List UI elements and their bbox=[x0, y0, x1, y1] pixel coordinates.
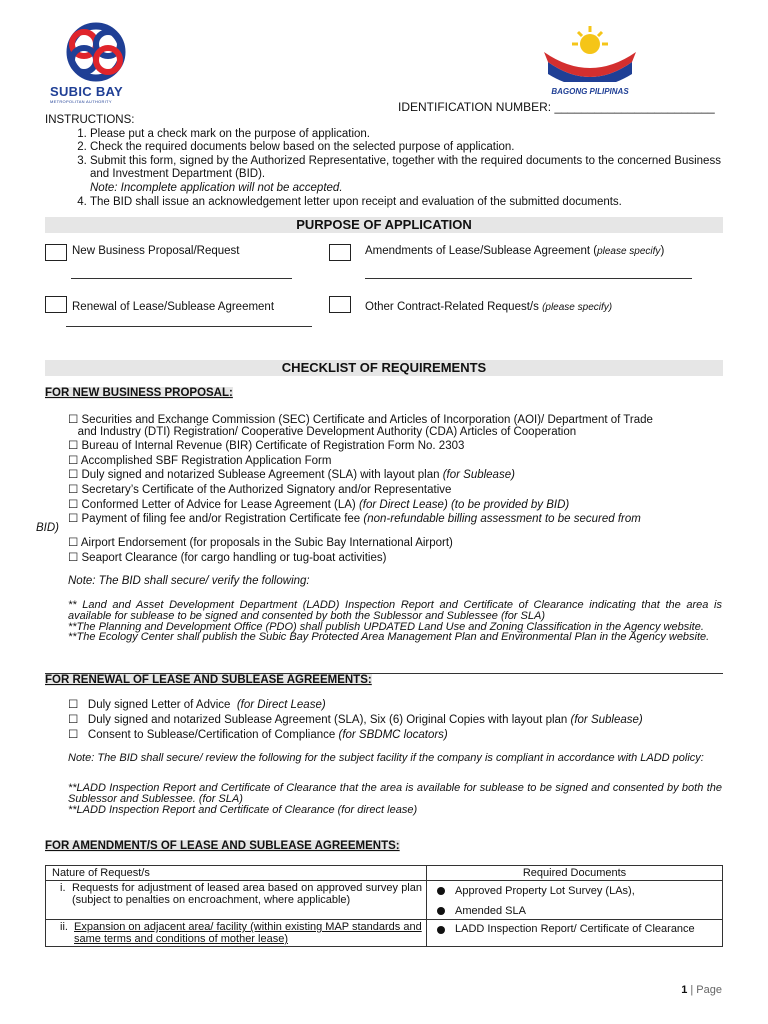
other-request-label bbox=[365, 301, 612, 313]
requirement-note: (for Sublease) bbox=[570, 714, 643, 726]
table-row bbox=[46, 920, 723, 947]
logo-subtitle: METROPOLITAN AUTHORITY bbox=[50, 99, 112, 104]
table-header-row bbox=[46, 866, 723, 881]
amendment-heading-text: FOR AMENDMENT/S OF LEASE AND SUBLEASE AGREEMENTS: bbox=[45, 840, 400, 852]
specify-line[interactable] bbox=[365, 278, 692, 279]
logo-title: SUBIC BAY bbox=[50, 84, 124, 99]
list-item[interactable] bbox=[68, 454, 653, 469]
requirement-note: (for Direct Lease) bbox=[236, 699, 326, 711]
new-business-checkbox[interactable] bbox=[45, 244, 67, 261]
instructions-title: INSTRUCTIONS: bbox=[45, 114, 135, 126]
list-item[interactable]: ☐ Seaport Clearance (for cargo handling or tug-boat activities) bbox=[68, 551, 387, 564]
list-item[interactable] bbox=[68, 498, 653, 513]
requirement-text: ☐ Accomplished SBF Registration Application Form bbox=[68, 454, 332, 467]
requirement-text: ☐ Payment of filing fee and/or Registration Certificate fee bbox=[68, 513, 364, 526]
table-header: Nature of Request/s bbox=[46, 866, 427, 881]
request-text: Expansion on adjacent area/ facility (within existing MAP standards and same terms and conditions of mother lease) bbox=[74, 921, 422, 945]
new-business-label: New Business Proposal/Request bbox=[72, 245, 240, 257]
requirement-text: ☐ Conformed Letter of Advice for Lease Agreement (LA) bbox=[68, 498, 359, 511]
amendments-label bbox=[365, 245, 664, 257]
requirement-text: ☐ Securities and Exchange Commission (SEC) Certificate and Articles of Incorporation (AOI)/ Department of Trade bbox=[68, 414, 653, 426]
list-item[interactable]: ☐ Airport Endorsement (for proposals in the Subic Bay International Airport) bbox=[68, 537, 453, 549]
page-label: Page bbox=[696, 984, 722, 996]
requirement-note: (for Direct Lease) (to be provided by BID) bbox=[358, 498, 570, 511]
instructions bbox=[45, 114, 735, 209]
request-cell bbox=[46, 920, 427, 947]
verify-note: **The Ecology Center shall publish the Subic Bay Protected Area Management Plan and Environmental Plan in the Agency website. bbox=[68, 631, 710, 644]
requirement-wrap-text: BID) bbox=[36, 522, 59, 534]
table-header: Required Documents bbox=[427, 866, 723, 881]
requirement-text: ☐ Duly signed and notarized Sublease Agreement (SLA) with layout plan bbox=[68, 469, 443, 482]
other-request-label-text: Other Contract-Related Request/s bbox=[365, 301, 543, 313]
new-business-heading bbox=[45, 387, 233, 399]
instruction-item: 1. Please put a check mark on the purpose of application. bbox=[90, 128, 735, 142]
requirement-text: ☐ Duly signed and notarized Sublease Agreement (SLA), Six (6) Original Copies with layout plan bbox=[68, 714, 571, 726]
request-text: Requests for adjustment of leased area based on approved survey plan (subject to penalties on encroachment, where applicable) bbox=[72, 882, 422, 906]
list-item[interactable] bbox=[68, 468, 653, 483]
new-business-requirements bbox=[68, 413, 653, 527]
instruction-text: Submit this form, signed by the Authorized Representative, together with the required documents to the concerned Business and Investment Department (BID). bbox=[90, 154, 721, 181]
verify-notes bbox=[68, 600, 722, 643]
documents-cell bbox=[427, 920, 723, 947]
requirement-note: (for Sublease) bbox=[442, 469, 515, 482]
new-business-requirements-extra bbox=[68, 536, 453, 565]
page-number: 1 | Page bbox=[681, 984, 722, 996]
document-item bbox=[437, 905, 718, 917]
list-item bbox=[68, 425, 653, 440]
amendment-heading bbox=[45, 840, 400, 852]
renewal-label: Renewal of Lease/Sublease Agreement bbox=[72, 301, 275, 313]
requirement-text: ☐ Bureau of Internal Revenue (BIR) Certificate of Registration Form No. 2303 bbox=[68, 440, 465, 453]
requirement-text: and Industry (DTI) Registration/ Cooperative Development Authority (CDA) Articles of Cooperation bbox=[68, 425, 577, 438]
instruction-note: Note: Incomplete application will not be accepted. bbox=[90, 181, 343, 194]
renewal-requirements bbox=[68, 698, 643, 743]
renewal-notes bbox=[68, 783, 722, 815]
other-request-checkbox[interactable] bbox=[329, 296, 351, 313]
amendments-specify-hint: please specify bbox=[597, 246, 661, 257]
requirement-text: ☐ Duly signed Letter of Advice bbox=[68, 699, 237, 711]
requirement-note: (non-refundable billing assessment to be secured from bbox=[363, 513, 641, 526]
bullet-icon bbox=[437, 887, 445, 895]
list-item[interactable] bbox=[68, 439, 653, 454]
identification-number-field[interactable]: IDENTIFICATION NUMBER: ________________________ bbox=[398, 100, 715, 114]
verify-note: ** Land and Asset Development Department (LADD) Inspection Report and Certificate of Clearance indicating that the area is available for sublease to be signed and consented by both the Sublessor and Sublessee (for SLA) bbox=[68, 599, 722, 622]
document-text: LADD Inspection Report/ Certificate of Clearance bbox=[455, 923, 695, 935]
subic-bay-logo bbox=[50, 22, 142, 104]
specify-line[interactable] bbox=[71, 278, 292, 279]
renewal-checkbox[interactable] bbox=[45, 296, 67, 313]
verify-note-intro: Note: The BID shall secure/ verify the following: bbox=[68, 575, 310, 587]
document-item bbox=[437, 923, 718, 935]
document-item bbox=[437, 885, 718, 897]
page-number-value: 1 bbox=[681, 984, 688, 996]
philippine-sun-icon bbox=[528, 22, 652, 82]
subic-bay-emblem-icon bbox=[50, 22, 142, 82]
row-number: ii. bbox=[60, 921, 68, 933]
requirement-text: ☐ Secretary’s Certificate of the Authorized Signatory and/or Representative bbox=[68, 483, 452, 496]
requirement-note: (for SBDMC locators) bbox=[338, 729, 448, 741]
verify-note: **The Planning and Development Office (PDO) shall publish UPDATED Land Use and Zoning Classification in the Agency website. bbox=[68, 620, 704, 633]
renewal-heading-text: FOR RENEWAL OF LEASE AND SUBLEASE AGREEMENTS: bbox=[45, 674, 372, 686]
other-request-specify-hint: (please specify) bbox=[542, 302, 613, 313]
bagong-pilipinas-logo bbox=[528, 22, 652, 94]
instruction-item: 4. The BID shall issue an acknowledgement letter upon receipt and evaluation of the submitted documents. bbox=[90, 196, 735, 210]
amendments-label-text: Amendments of Lease/Sublease Agreement ( bbox=[365, 245, 598, 257]
amendment-requirements-table bbox=[45, 865, 723, 947]
renewal-note-item: **LADD Inspection Report and Certificate of Clearance (for direct lease) bbox=[68, 803, 418, 816]
request-cell bbox=[46, 881, 427, 920]
list-item[interactable] bbox=[68, 512, 653, 527]
logo-caption: BAGONG PILIPINAS bbox=[551, 87, 629, 96]
new-business-heading-text: FOR NEW BUSINESS PROPOSAL: bbox=[45, 387, 233, 399]
bullet-icon bbox=[437, 926, 445, 934]
amendments-label-close: ) bbox=[660, 245, 665, 257]
renewal-heading bbox=[45, 674, 372, 686]
checklist-section-title: CHECKLIST OF REQUIREMENTS bbox=[45, 360, 723, 376]
amendments-checkbox[interactable] bbox=[329, 244, 351, 261]
instruction-item: 2. Check the required documents below based on the selected purpose of application. bbox=[90, 141, 735, 155]
requirement-text: ☐ Consent to Sublease/Certification of Compliance bbox=[68, 729, 339, 741]
list-item[interactable] bbox=[68, 698, 643, 713]
list-item[interactable] bbox=[68, 483, 653, 498]
document-text: Approved Property Lot Survey (LAs), bbox=[455, 885, 635, 897]
list-item[interactable] bbox=[68, 713, 643, 728]
list-item[interactable] bbox=[68, 728, 643, 743]
row-number: i. bbox=[60, 882, 66, 894]
table-row bbox=[46, 881, 723, 920]
instruction-item bbox=[90, 155, 735, 196]
renewal-note: Note: The BID shall secure/ review the following for the subject facility if the company is compliant in accordance with LADD policy: bbox=[68, 752, 704, 764]
specify-line[interactable] bbox=[66, 326, 312, 327]
bullet-icon bbox=[437, 907, 445, 915]
renewal-note-item: **LADD Inspection Report and Certificate of Clearance that the area is available for sublease to be signed and consented by both the Sublessor and Sublessee. (for SLA) bbox=[68, 782, 722, 805]
document-text: Amended SLA bbox=[455, 905, 526, 917]
documents-cell bbox=[427, 881, 723, 920]
purpose-section-title: PURPOSE OF APPLICATION bbox=[45, 217, 723, 233]
